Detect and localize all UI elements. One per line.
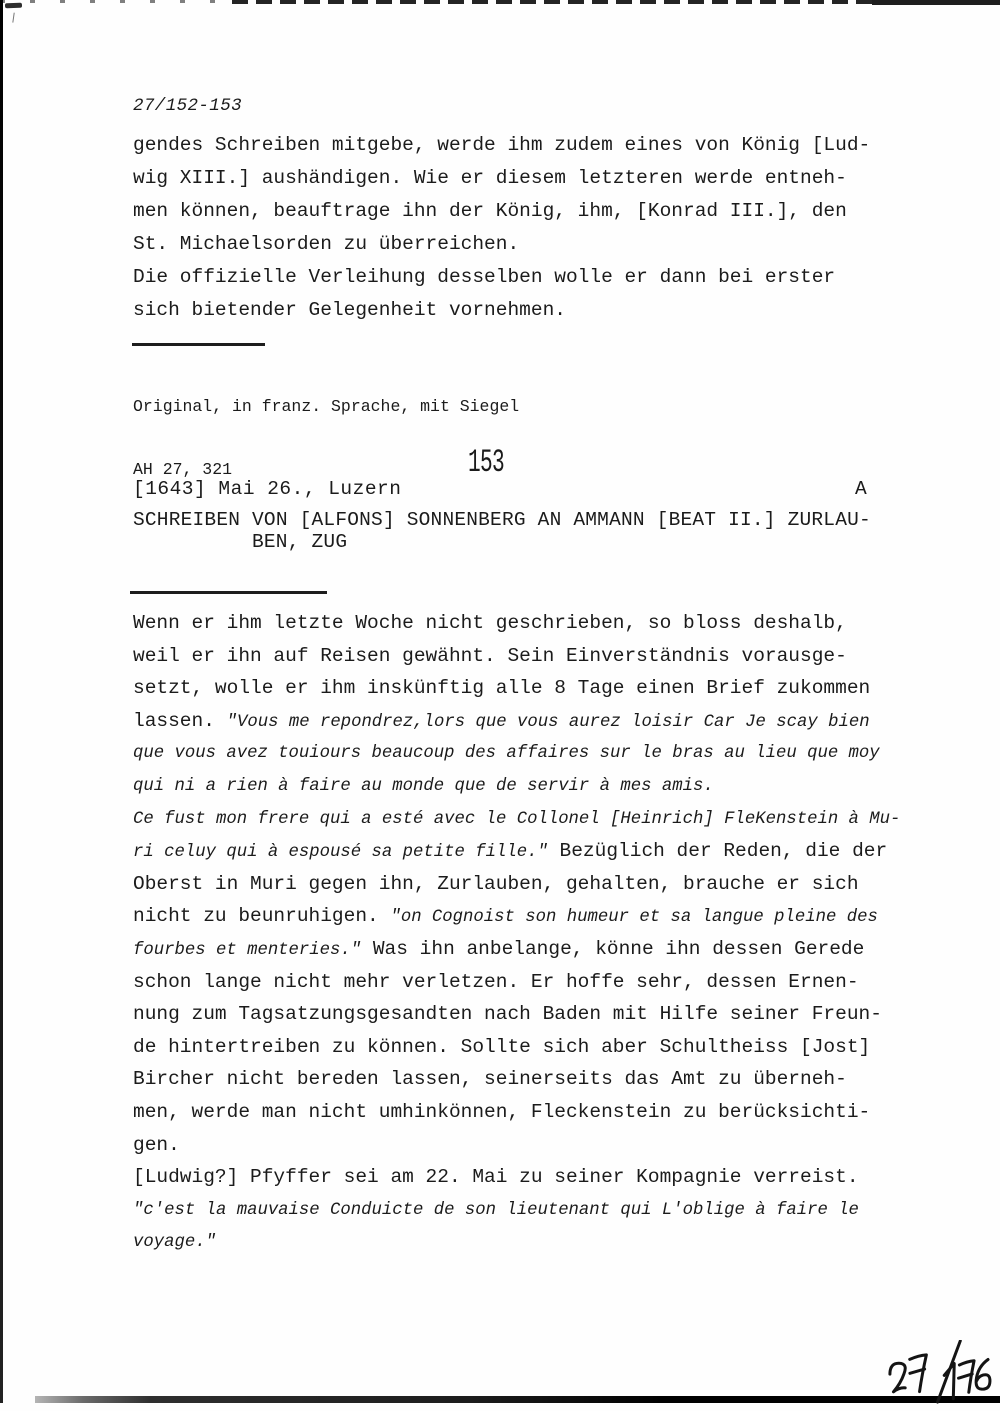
text-line — [133, 607, 900, 640]
text-line — [133, 672, 900, 705]
german-text-segment: Die offizielle Verleihung desselben wolle er dann bei erster — [133, 266, 836, 288]
text-line — [133, 770, 900, 803]
scan-artifact-top-edge-left — [0, 0, 232, 3]
text-line — [133, 1129, 900, 1162]
german-text-segment: lassen. — [133, 709, 227, 732]
text-line — [133, 900, 900, 933]
scan-artifact-bottom-edge — [35, 1396, 1000, 1403]
entry-heading-line2: BEN, ZUG — [252, 531, 348, 553]
text-line — [133, 737, 900, 770]
french-quotation-segment: voyage." — [133, 1233, 216, 1253]
german-text-segment: gen. — [133, 1133, 180, 1156]
french-quotation-segment: "on Cognoist son humeur et sa langue pleine des — [390, 908, 878, 928]
text-line — [133, 933, 900, 966]
text-line — [133, 966, 900, 999]
text-line — [133, 195, 870, 228]
german-text-segment: St. Michaelsorden zu überreichen. — [133, 233, 520, 255]
scan-artifact-corner-smudge — [5, 3, 22, 9]
french-quotation-segment: "Vous me repondrez,lors que vous aurez loisir Car Je scay bien — [226, 712, 870, 732]
german-text-segment: Oberst in Muri gegen ihn, Zurlauben, gehalten, brauche er sich — [133, 872, 859, 895]
divider-rule — [132, 343, 265, 346]
entry-number: 153 — [468, 444, 505, 481]
german-text-segment: Wenn er ihm letzte Woche nicht geschrieben, so bloss deshalb, — [133, 612, 847, 634]
text-line — [133, 129, 870, 162]
scan-artifact-corner-dot — [12, 13, 19, 24]
text-line — [133, 1063, 900, 1096]
text-line — [133, 868, 900, 901]
text-line — [133, 1031, 900, 1064]
text-line — [133, 1096, 900, 1129]
text-line — [133, 998, 900, 1031]
text-line — [133, 162, 870, 195]
german-text-segment: nicht zu beunruhigen. — [133, 905, 391, 928]
source-note-language: Original, in franz. Sprache, mit Siegel — [133, 397, 520, 416]
german-text-segment: nung zum Tagsatzungsgesandten nach Baden mit Hilfe seiner Freun- — [133, 1003, 882, 1026]
entry-letter: A — [855, 478, 867, 500]
german-text-segment: men können, beauftrage ihn der König, ihm, [Konrad III.], den — [133, 200, 847, 222]
paragraph-entry-153-body — [133, 607, 900, 1259]
german-text-segment: Bezüglich der Reden, die der — [547, 840, 888, 863]
german-text-segment: weil er ihn auf Reisen gewähnt. Sein Einverständnis vorausge- — [133, 644, 847, 667]
scan-artifact-left-edge — [0, 0, 3, 1403]
paragraph-entry-152-end — [133, 129, 870, 327]
german-text-segment: men, werde man nicht umhinkönnen, Fleckenstein zu berücksichti- — [133, 1100, 871, 1123]
text-line — [133, 1161, 900, 1194]
german-text-segment: setzt, wolle er ihm inskünftig alle 8 Tage einen Brief zukommen — [133, 677, 871, 700]
text-line — [133, 835, 900, 868]
french-quotation-segment: que vous avez touiours beaucoup des affaires sur le bras au lieu que moy — [133, 744, 880, 764]
scan-artifact-top-edge-right — [872, 0, 1000, 5]
handwritten-digit-2 — [889, 1363, 907, 1392]
french-quotation-segment: Ce fust mon frere qui a esté avec le Collonel [Heinrich] FleKenstein à Mu- — [133, 809, 901, 829]
source-note-reference: AH 27, 321 — [133, 460, 233, 479]
archive-reference: 27/152-153 — [133, 96, 243, 116]
text-line — [133, 705, 900, 738]
german-text-segment: de hintertreiben zu können. Sollte sich aber Schultheiss [Jost] — [133, 1035, 871, 1058]
german-text-segment: sich bietender Gelegenheit vornehmen. — [133, 299, 566, 321]
text-line — [133, 640, 900, 673]
german-text-segment: schon lange nicht mehr verletzen. Er hoffe sehr, dessen Ernen- — [133, 970, 859, 993]
french-quotation-segment: qui ni a rien à faire au monde que de servir à mes amis. — [133, 776, 714, 796]
german-text-segment: gendes Schreiben mitgebe, werde ihm zudem eines von König [Lud- — [133, 134, 871, 156]
handwritten-digit-6 — [974, 1359, 991, 1389]
text-line — [133, 803, 900, 836]
german-text-segment: Was ihn anbelange, könne ihn dessen Gerede — [361, 937, 865, 960]
entry-date-place: [1643] Mai 26., Luzern — [133, 478, 402, 500]
german-text-segment: Bircher nicht bereden lassen, seinerseits das Amt zu überneh- — [133, 1068, 847, 1091]
german-text-segment: wig XIII.] aushändigen. Wie er diesem letzteren werde entneh- — [133, 167, 847, 189]
french-quotation-segment: ri celuy qui à espousé sa petite fille." — [133, 843, 548, 863]
french-quotation-segment: "c'est la mauvaise Conduicte de son lieutenant qui L'oblige à faire le — [133, 1200, 859, 1220]
text-line — [133, 1194, 900, 1227]
german-text-segment: [Ludwig?] Pfyffer sei am 22. Mai zu seiner Kompagnie verreist. — [133, 1166, 859, 1189]
text-line — [133, 261, 870, 294]
scan-artifact-top-edge-middle — [232, 0, 872, 4]
handwritten-page-number — [878, 1340, 996, 1406]
text-line — [133, 1226, 900, 1259]
french-quotation-segment: fourbes et menteries." — [133, 940, 362, 960]
text-line — [133, 294, 870, 327]
text-line — [133, 228, 870, 261]
entry-heading-line1: SCHREIBEN VON [ALFONS] SONNENBERG AN AMMANN [BEAT II.] ZURLAU- — [133, 509, 871, 531]
heading-divider-rule — [130, 591, 327, 594]
